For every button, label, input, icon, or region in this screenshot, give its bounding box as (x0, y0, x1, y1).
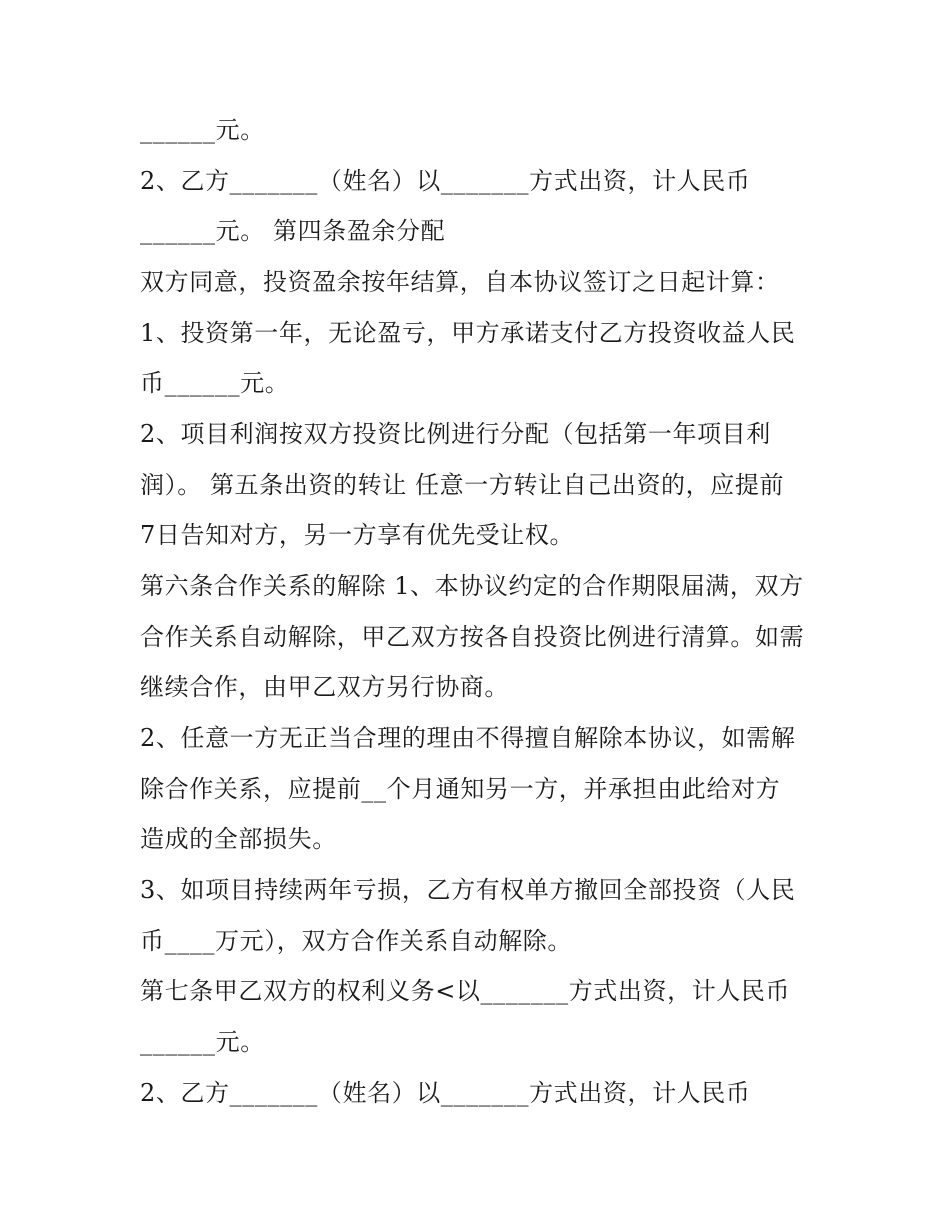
text-line: 除合作关系，应提前__个月通知另一方，并承担由此给对方 (140, 775, 781, 803)
text-line: 1、投资第一年，无论盈亏，甲方承诺支付乙方投资收益人民 (140, 319, 796, 347)
text-line: ______元。 (140, 116, 265, 144)
text-line: 币____万元），双方合作关系自动解除。 (140, 927, 572, 955)
text-line: 7日告知对方，另一方享有优先受让权。 (140, 521, 575, 549)
text-line: 第七条甲乙双方的权利义务<以_______方式出资，计人民币 (140, 977, 791, 1005)
text-line: ______元。 (140, 1028, 265, 1056)
text-line: 继续合作，由甲乙双方另行协商。 (140, 673, 509, 701)
text-line: 第六条合作关系的解除 1、本协议约定的合作期限届满，双方 (140, 572, 804, 600)
text-line: 币______元。 (140, 369, 290, 397)
text-line: 3、如项目持续两年亏损，乙方有权单方撤回全部投资（人民 (140, 876, 796, 904)
text-line: 2、乙方_______（姓名）以_______方式出资，计人民币 (140, 167, 751, 195)
text-line: 润）。 第五条出资的转让 任意一方转让自己出资的，应提前 (140, 471, 785, 499)
text-line: 2、乙方_______（姓名）以_______方式出资，计人民币 (140, 1079, 751, 1107)
text-line: 合作关系自动解除，甲乙双方按各自投资比例进行清算。如需 (140, 623, 805, 651)
text-line: 双方同意，投资盈余按年结算，自本协议签订之日起计算： (140, 268, 780, 296)
text-line: ______元。 第四条盈余分配 (140, 217, 446, 245)
text-line: 2、任意一方无正当合理的理由不得擅自解除本协议，如需解 (140, 724, 796, 752)
text-line: 造成的全部损失。 (140, 825, 337, 853)
text-line: 2、项目利润按双方投资比例进行分配（包括第一年项目利 (140, 420, 771, 448)
